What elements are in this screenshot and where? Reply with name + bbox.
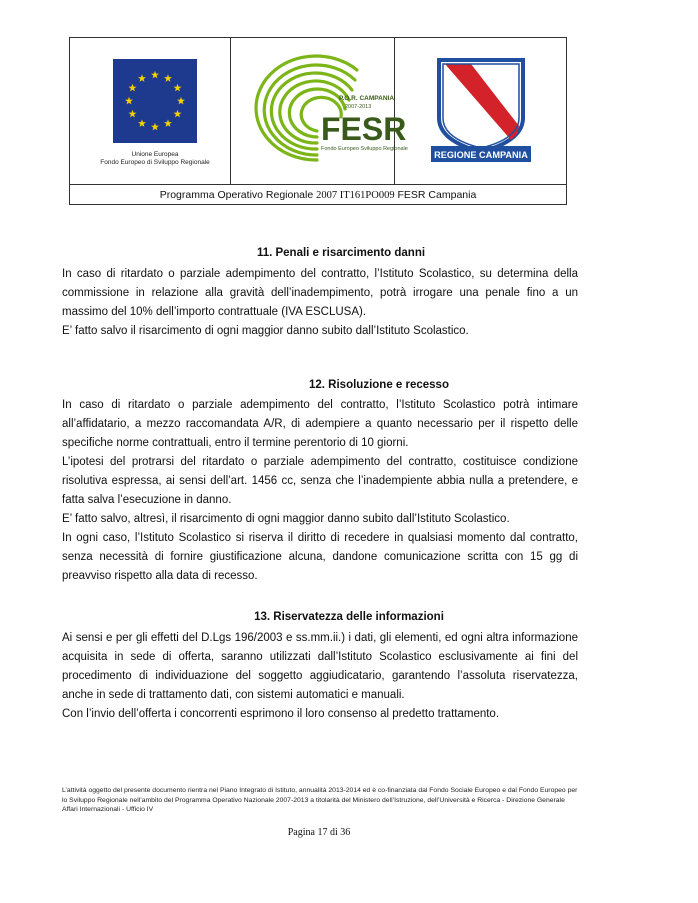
paragraph: E’ fatto salvo il risarcimento di ogni maggior danno subito dall’Istituto Scolastico.	[62, 325, 469, 337]
eu-logo-line2: Fondo Europeo di Sviluppo Regionale	[100, 159, 210, 166]
program-caption	[70, 184, 566, 205]
eu-flag-icon	[113, 59, 197, 143]
caption-part-b: 2007 IT161PO009	[316, 190, 395, 201]
page-number: Pagina 17 di 36	[287, 827, 351, 838]
logo-row	[70, 38, 566, 184]
eu-logo-text	[90, 151, 220, 167]
header-logo-table	[69, 37, 567, 205]
paragraph: Con l’invio dell’offerta i concorrenti esprimono il loro consenso al predetto trattamento.	[62, 708, 500, 720]
regione-logo-cell	[395, 38, 566, 184]
paragraph: In ogni caso, l’Istituto Scolastico si riserva il diritto di recedere in qualsiasi momento dal contratto, senza necessità di fornire giustificazione alcuna, dandone comunicazione scritta con 15 gg di preavviso rispetto alla data di recesso.	[62, 532, 578, 582]
paragraph: L’ipotesi del protrarsi del ritardato o parziale adempimento del contratto, costituisce condizione risolutiva espressa, ai sensi dell’art. 1456 cc, senza che l’inadempiente abbia nulla a pretendere, e fatta salva l’esecuzione in danno.	[62, 456, 578, 506]
fesr-logo-cell	[231, 38, 408, 184]
svg-text:REGIONE CAMPANIA: REGIONE CAMPANIA	[434, 150, 528, 160]
paragraph: In caso di ritardato o parziale adempimento del contratto, l’Istituto Scolastico, su determina della commissione in relazione alla gravità dell’inadempimento, potrà irrogare una penale fino a un massimo del 10% dell’importo contrattuale (IVA ESCLUSA).	[62, 268, 578, 318]
paragraph: E’ fatto salvo, altresì, il risarcimento di ogni maggior danno subito dall’Istituto Scolastico.	[62, 513, 510, 525]
section-11-body	[62, 265, 578, 341]
svg-text:2007-2013: 2007-2013	[345, 104, 372, 110]
fesr-logo-icon	[245, 52, 408, 170]
svg-text:Fondo Europeo Sviluppo Regiona: Fondo Europeo Sviluppo Regionale	[321, 146, 408, 152]
paragraph: In caso di ritardato o parziale adempimento del contratto, l’Istituto Scolastico potrà intimare all’affidatario, a mezzo raccomandata A/R, di adempiere a quanto necessario per il rispetto delle specifiche norme contrattuali, entro il termine perentorio di 10 giorni.	[62, 399, 578, 449]
section-13-body	[62, 629, 578, 724]
caption-part-a: Programma Operativo Regionale	[159, 189, 317, 201]
footnote: L’attività oggetto del presente documento rientra nel Piano Integrato di Istituto, annualità 2013-2014 ed è co-finanziata dal Fondo Sociale Europeo e dal Fondo Europeo per lo Sviluppo Regionale nell’ambito del Programma Operativo Nazionale 2007-2013 a titolarità del Ministero dell’Istruzione, dell’Università e Ricerca - Direzione Generale Affari Internazionali - Ufficio IV	[62, 787, 578, 813]
section-13-title: 13. Riservatezza delle informazioni	[254, 611, 444, 623]
svg-text:FESR: FESR	[321, 111, 407, 147]
section-11-title: 11. Penali e risarcimento danni	[256, 247, 426, 259]
section-12-body	[62, 396, 578, 586]
paragraph: Ai sensi e per gli effetti del D.Lgs 196/2003 e ss.mm.ii.) i dati, gli elementi, ed ogni altra informazione acquisita in sede di offerta, saranno utilizzati dall’Istituto Scolastico esclusivamente ai fini del procedimento di individuazione del soggetto aggiudicatario, garantendo l’assoluta riservatezza, anche in sede di trattamento dati, con sistemi automatici e manuali.	[62, 632, 578, 701]
svg-text:P.O.R. CAMPANIA: P.O.R. CAMPANIA	[339, 95, 395, 102]
regione-campania-icon	[431, 56, 531, 166]
caption-part-c: FESR Campania	[394, 189, 477, 201]
eu-logo-line1: Unione Europea	[131, 151, 179, 158]
eu-logo-cell	[70, 38, 231, 184]
section-12-title: 12. Risoluzione e recesso	[309, 379, 449, 391]
